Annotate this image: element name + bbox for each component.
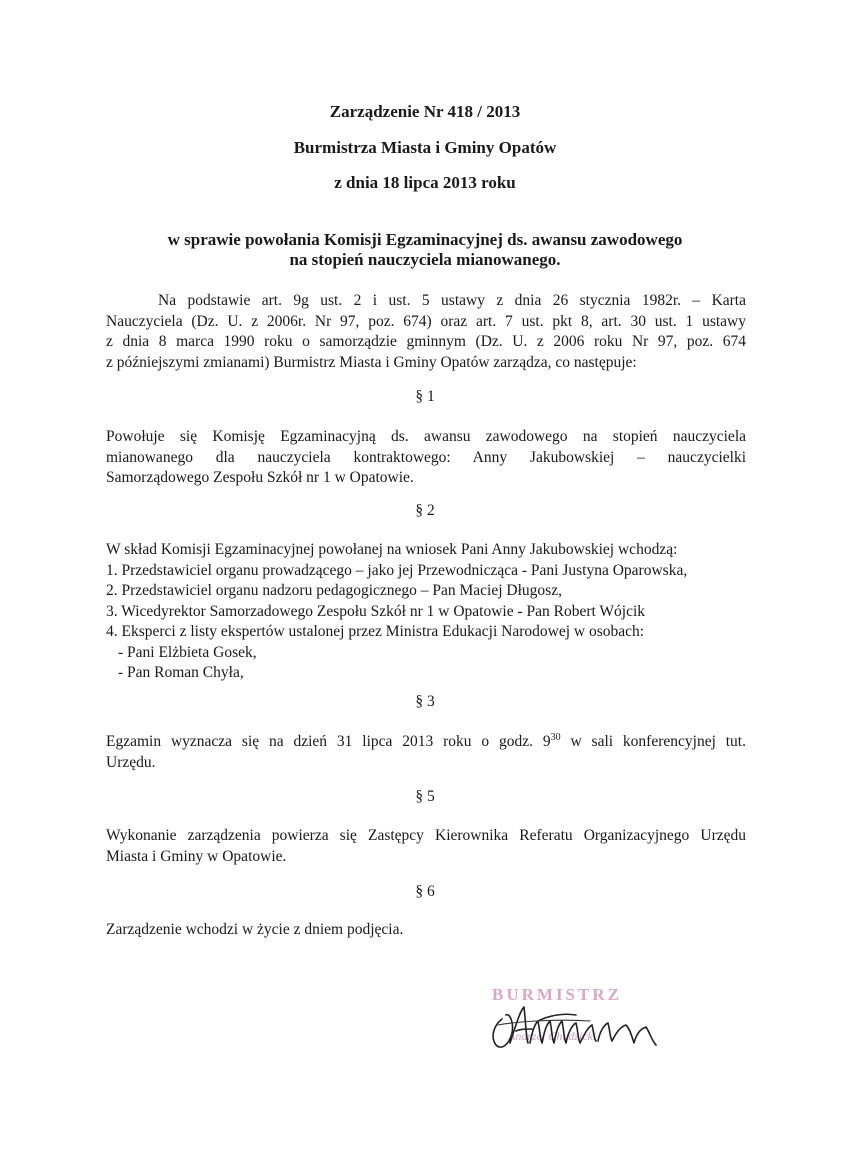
- section-1-line: Samorządowego Zespołu Szkół nr 1 w Opatowie.: [106, 469, 414, 486]
- signature-icon: [480, 985, 670, 1060]
- section-5-line: Miasta i Gminy w Opatowie.: [106, 847, 287, 865]
- section-3-heading: § 3: [415, 693, 435, 710]
- section-1-line: mianowanego dla nauczyciela kontraktowego: Anny Jakubowskiej – nauczycielki: [106, 448, 746, 466]
- section-3-body: [106, 732, 746, 773]
- expert-item: - Pan Roman Chyła,: [118, 664, 244, 681]
- section-3-line: Urzędu.: [106, 753, 156, 771]
- member-item: 1. Przedstawiciel organu prowadzącego – jako jej Przewodnicząca - Pani Justyna Oparowska,: [106, 561, 688, 579]
- preamble-line: Nauczyciela (Dz. U. z 2006r. Nr 97, poz. 674) oraz art. 7 ust. pkt 8, art. 30 ust. 1 ustawy: [106, 312, 746, 330]
- preamble-line: z dnia 8 marca 1990 roku o samorządzie gminnym (Dz. U. z 2006 roku Nr 97, poz. 674: [106, 333, 746, 350]
- time-minutes: 30: [550, 731, 561, 743]
- preamble-line: Na podstawie art. 9g ust. 2 i ust. 5 ustawy z dnia 26 stycznia 1982r. – Karta: [158, 292, 746, 309]
- preamble-line: z późniejszymi zmianami) Burmistrz Miasta i Gminy Opatów zarządza, co następuje:: [106, 353, 637, 371]
- section-1-heading: § 1: [415, 388, 435, 405]
- section-1-body: [106, 427, 746, 489]
- preamble: [106, 291, 746, 373]
- section-6-text: Zarządzenie wchodzi w życie z dniem podjęcia.: [106, 921, 404, 938]
- subject-line-2: na stopień nauczyciela mianowanego.: [289, 250, 561, 269]
- document-title: Zarządzenie Nr 418 / 2013: [329, 102, 521, 121]
- stamp-title: BURMISTRZ: [492, 985, 622, 1004]
- section-3-line: [106, 732, 746, 753]
- section-2-heading: § 2: [415, 502, 435, 519]
- member-item: 3. Wicedyrektor Samorzadowego Zespołu Szkół nr 1 w Opatowie - Pan Robert Wójcik: [106, 602, 646, 620]
- section-5-line: Wykonanie zarządzenia powierza się Zastępcy Kierownika Referatu Organizacyjnego Urzędu: [106, 827, 746, 844]
- official-stamp: [480, 985, 670, 1060]
- section-2-intro: W skład Komisji Egzaminacyjnej powołanej na wniosek Pani Anny Jakubowskiej wchodzą:: [106, 541, 678, 558]
- expert-item: - Pani Elżbieta Gosek,: [118, 643, 257, 661]
- section-3-text: Egzamin wyznacza się na dzień 31 lipca 2013 roku o godz. 9: [106, 733, 551, 750]
- section-6-body: [106, 920, 746, 941]
- member-item: 4. Eksperci z listy ekspertów ustalonej przez Ministra Edukacji Narodowej w osobach:: [106, 623, 645, 640]
- section-5-body: [106, 826, 746, 867]
- section-5-heading: § 5: [415, 788, 435, 805]
- section-1-line: Powołuje się Komisję Egzaminacyjną ds. awansu zawodowego na stopień nauczyciela: [106, 428, 746, 445]
- member-item: 2. Przedstawiciel organu nadzoru pedagogicznego – Pan Maciej Długosz,: [106, 582, 562, 599]
- section-2-body: [106, 540, 746, 684]
- stamp-name: Andrzej Chudzicki: [508, 1029, 597, 1043]
- section-6-heading: § 6: [415, 883, 435, 900]
- section-3-text-cont: w sali konferencyjnej tut.: [560, 733, 746, 750]
- subject-line-1: w sprawie powołania Komisji Egzaminacyjnej ds. awansu zawodowego: [167, 230, 683, 249]
- document-issuer: Burmistrza Miasta i Gminy Opatów: [293, 138, 557, 157]
- document-date: z dnia 18 lipca 2013 roku: [334, 173, 516, 192]
